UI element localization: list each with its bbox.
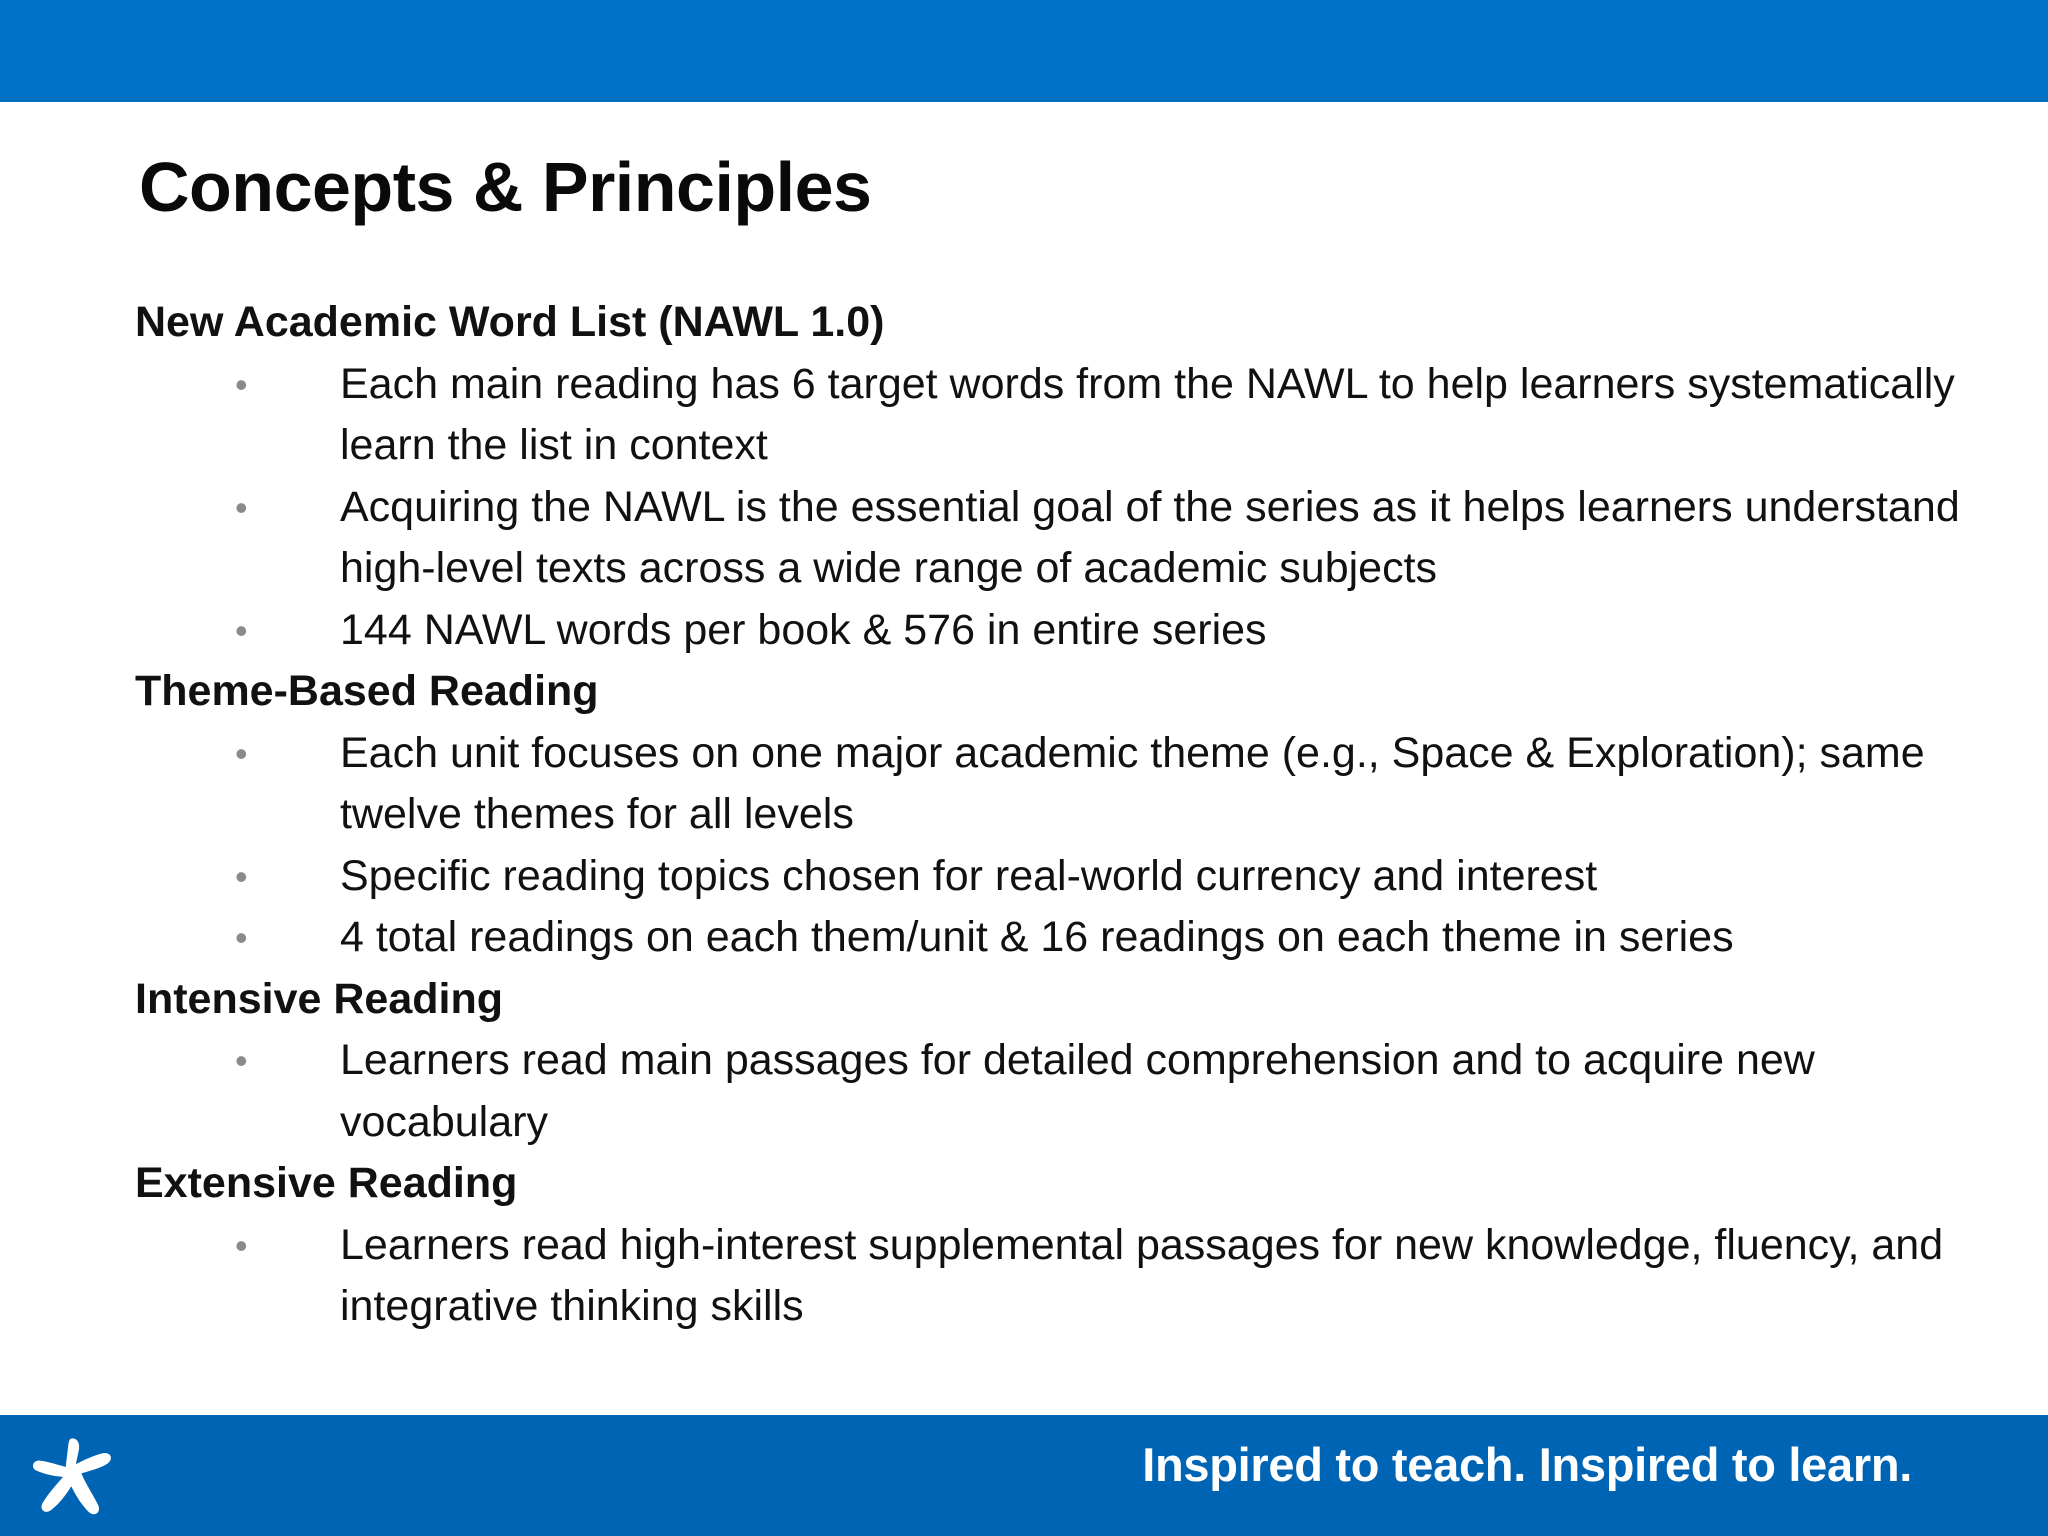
bullet-icon: • <box>235 1224 248 1266</box>
bullet-item <box>135 846 1990 908</box>
bullet-text: Learners read main passages for detailed comprehension and to acquire new vocabulary <box>340 1036 1815 1146</box>
bullet-icon: • <box>235 917 248 958</box>
bullet-icon: • <box>235 1040 248 1081</box>
bullet-item <box>135 907 1990 969</box>
starfish-logo-icon <box>28 1431 120 1523</box>
section-nawl <box>135 292 1960 661</box>
bullet-text: 4 total readings on each them/unit & 16 readings on each theme in series <box>340 913 1734 961</box>
section-heading: Theme-Based Reading <box>135 667 599 715</box>
slide-content <box>135 292 1960 1338</box>
section-extensive-reading <box>135 1153 1944 1338</box>
bullet-text: Acquiring the NAWL is the essential goal of the series as it helps learners understand high-level texts across a wide range of academic subjects <box>340 482 1960 592</box>
bullet-icon: • <box>235 486 248 528</box>
bullet-item <box>135 477 1990 600</box>
bullet-icon: • <box>235 732 248 774</box>
section-heading: Extensive Reading <box>135 1159 518 1207</box>
bullet-list <box>135 1030 1935 1153</box>
bullet-text: Each unit focuses on one major academic theme (e.g., Space & Exploration); same twelve themes for all levels <box>340 728 1925 838</box>
bullet-icon: • <box>235 855 248 897</box>
bullet-text: Learners read high-interest supplemental passages for new knowledge, fluency, and integrative thinking skills <box>340 1220 1944 1330</box>
bullet-icon: • <box>235 363 248 405</box>
top-header-band <box>0 0 2048 102</box>
bullet-list <box>135 1215 1944 1338</box>
bullet-text: Each main reading has 6 target words from the NAWL to help learners systematically learn the list in context <box>340 359 1955 469</box>
bullet-list <box>135 354 1960 662</box>
bullet-text: 144 NAWL words per book & 576 in entire series <box>340 605 1267 654</box>
section-heading: Intensive Reading <box>135 974 503 1023</box>
section-heading: New Academic Word List (NAWL 1.0) <box>135 298 885 346</box>
bullet-text: Specific reading topics chosen for real-world currency and interest <box>340 851 1598 900</box>
section-theme-based-reading <box>135 661 1935 969</box>
bullet-icon: • <box>235 609 248 651</box>
bullet-item <box>135 600 1990 662</box>
bullet-item <box>135 354 1990 477</box>
slide-title: Concepts & Principles <box>139 148 872 226</box>
bullet-item <box>135 1215 1990 1338</box>
footer-band <box>0 1415 2048 1536</box>
bullet-list <box>135 723 1935 969</box>
bullet-item <box>135 723 1990 846</box>
bullet-item <box>135 1030 1990 1153</box>
footer-tagline: Inspired to teach. Inspired to learn. <box>1142 1438 1912 1491</box>
section-intensive-reading <box>135 969 1935 1154</box>
